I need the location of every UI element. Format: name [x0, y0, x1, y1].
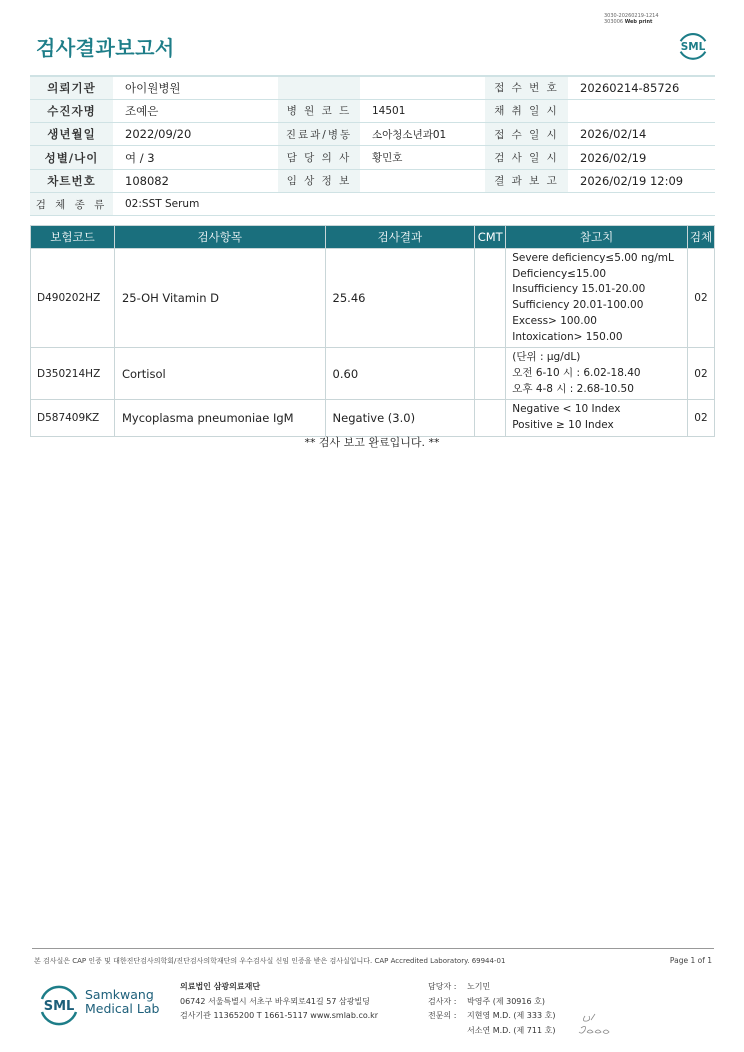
info-label: 수진자명 — [30, 99, 113, 122]
svg-text:SML: SML — [680, 41, 706, 54]
info-label: 의뢰기관 — [30, 76, 113, 99]
reference-line: Insufficiency 15.01-20.00 — [512, 283, 646, 296]
staff-role: 담당자 : — [428, 982, 457, 991]
staff-row — [428, 995, 555, 1010]
staff-name: 박영주 (제 30916 호) — [467, 996, 545, 1006]
brand-line: Samkwang — [85, 987, 154, 1002]
info-row — [30, 123, 715, 146]
info-row — [30, 76, 715, 99]
test-result: Negative (3.0) — [325, 400, 475, 436]
patient-info-table — [30, 75, 715, 216]
results-table — [30, 225, 715, 437]
reference-line: 오전 6-10 시 : 6.02-18.40 — [512, 366, 641, 379]
result-row — [31, 400, 715, 436]
staff-role — [428, 1024, 467, 1039]
info-value: 14501 — [360, 99, 485, 122]
info-label: 진료과/병동 — [278, 123, 360, 146]
info-value — [568, 99, 715, 122]
specimen-value: 02:SST Serum — [113, 192, 715, 215]
info-row — [30, 99, 715, 122]
staff-role: 전문의 : — [428, 1011, 457, 1020]
print-code-id: 303006 — [604, 19, 624, 25]
info-value — [360, 76, 485, 99]
info-value: 아이원병원 — [113, 76, 278, 99]
footer-divider — [32, 948, 714, 949]
reference-line: Deficiency≤15.00 — [512, 267, 607, 280]
samkwang-logo-icon — [36, 980, 82, 1026]
info-label: 검 사 일 시 — [485, 146, 568, 169]
company-contact: 검사기관 11365200 T 1661-5117 www.smlab.co.kr — [180, 1011, 379, 1020]
print-code-line: 3030-20260219-1214 — [604, 13, 659, 19]
reference-line: (단위 : μg/dL) — [512, 351, 581, 364]
test-comment — [475, 400, 506, 436]
info-label: 차트번호 — [30, 169, 113, 192]
test-result: 0.60 — [325, 348, 475, 400]
test-item: Cortisol — [114, 348, 325, 400]
column-header: 검사항목 — [114, 226, 325, 249]
insurance-code: D587409KZ — [31, 400, 115, 436]
info-value: 2026/02/19 12:09 — [568, 169, 715, 192]
info-value: 20260214-85726 — [568, 76, 715, 99]
result-row — [31, 249, 715, 348]
info-value: 여 / 3 — [113, 146, 278, 169]
info-label: 성별/나이 — [30, 146, 113, 169]
info-value: 조예은 — [113, 99, 278, 122]
test-result: 25.46 — [325, 249, 475, 348]
info-row — [30, 146, 715, 169]
reference-range — [506, 400, 688, 436]
info-label — [278, 76, 360, 99]
info-value: 황민호 — [360, 146, 485, 169]
test-item: 25-OH Vitamin D — [114, 249, 325, 348]
staff-list — [428, 980, 555, 1038]
reference-line: Severe deficiency≤5.00 ng/mL — [512, 252, 674, 264]
reference-range — [506, 348, 688, 400]
staff-role: 검사자 : — [428, 996, 457, 1006]
test-comment — [475, 348, 506, 400]
info-label: 채 취 일 시 — [485, 99, 568, 122]
info-label: 접 수 일 시 — [485, 123, 568, 146]
column-header: 보험코드 — [31, 226, 115, 249]
info-value: 2026/02/19 — [568, 146, 715, 169]
certification-note: 본 검사실은 CAP 인증 및 대한진단검사의학회/진단검사의학재단의 우수검사실 신임 인증을 받은 검사실입니다. CAP Accredited Laboratory. 69944-01 — [34, 957, 506, 965]
company-address: 06742 서울특별시 서초구 바우뫼로41길 57 삼광빌딩 — [180, 996, 370, 1006]
reference-line: 오후 4-8 시 : 2.68-10.50 — [512, 382, 634, 395]
print-code — [604, 13, 659, 25]
company-info — [180, 980, 378, 1024]
specimen-code: 02 — [687, 348, 714, 400]
specimen-label: 검 체 종 류 — [30, 192, 113, 215]
column-header: 검사결과 — [325, 226, 475, 249]
test-comment — [475, 249, 506, 348]
staff-row — [428, 980, 555, 995]
reference-line: Positive ≥ 10 Index — [512, 419, 614, 432]
info-value: 108082 — [113, 169, 278, 192]
company-name: 의료법인 삼광의료재단 — [180, 982, 261, 991]
sml-logo-icon — [674, 26, 712, 64]
insurance-code: D490202HZ — [31, 249, 115, 348]
info-label: 담 당 의 사 — [278, 146, 360, 169]
info-row — [30, 192, 715, 215]
info-value: 2022/09/20 — [113, 123, 278, 146]
brand-name — [85, 988, 159, 1016]
test-item: Mycoplasma pneumoniae IgM — [114, 400, 325, 436]
svg-text:SML: SML — [43, 999, 75, 1014]
result-row — [31, 348, 715, 400]
staff-name: 지현영 M.D. (제 333 호) — [467, 1011, 556, 1020]
column-header: CMT — [475, 226, 506, 249]
info-row — [30, 169, 715, 192]
page-number: Page 1 of 1 — [669, 956, 712, 965]
info-label: 생년월일 — [30, 123, 113, 146]
info-value: 2026/02/14 — [568, 123, 715, 146]
info-label: 임 상 정 보 — [278, 169, 360, 192]
column-header: 검체 — [687, 226, 714, 249]
specimen-code: 02 — [687, 249, 714, 348]
report-title: 검사결과보고서 — [36, 36, 175, 60]
reference-line: Intoxication> 150.00 — [512, 330, 623, 343]
reference-range — [506, 249, 688, 348]
info-value: 소아청소년과01 — [360, 123, 485, 146]
info-label: 접 수 번 호 — [485, 76, 568, 99]
staff-row — [428, 1009, 555, 1024]
staff-name: 노기민 — [467, 982, 491, 991]
insurance-code: D350214HZ — [31, 348, 115, 400]
info-value — [360, 169, 485, 192]
staff-name: 서소연 M.D. (제 711 호) — [467, 1025, 556, 1035]
signature-image — [575, 1010, 615, 1040]
reference-line: Sufficiency 20.01-100.00 — [512, 299, 644, 312]
brand-line: Medical Lab — [85, 1001, 160, 1016]
staff-row — [428, 1024, 555, 1039]
column-header: 참고치 — [506, 226, 688, 249]
report-complete-note: ** 검사 보고 완료입니다. ** — [304, 436, 440, 449]
specimen-code: 02 — [687, 400, 714, 436]
reference-line: Negative < 10 Index — [512, 403, 621, 416]
reference-line: Excess> 100.00 — [512, 314, 597, 327]
info-label: 병 원 코 드 — [278, 99, 360, 122]
print-label: Web print — [624, 19, 653, 25]
info-label: 결 과 보 고 — [485, 169, 568, 192]
